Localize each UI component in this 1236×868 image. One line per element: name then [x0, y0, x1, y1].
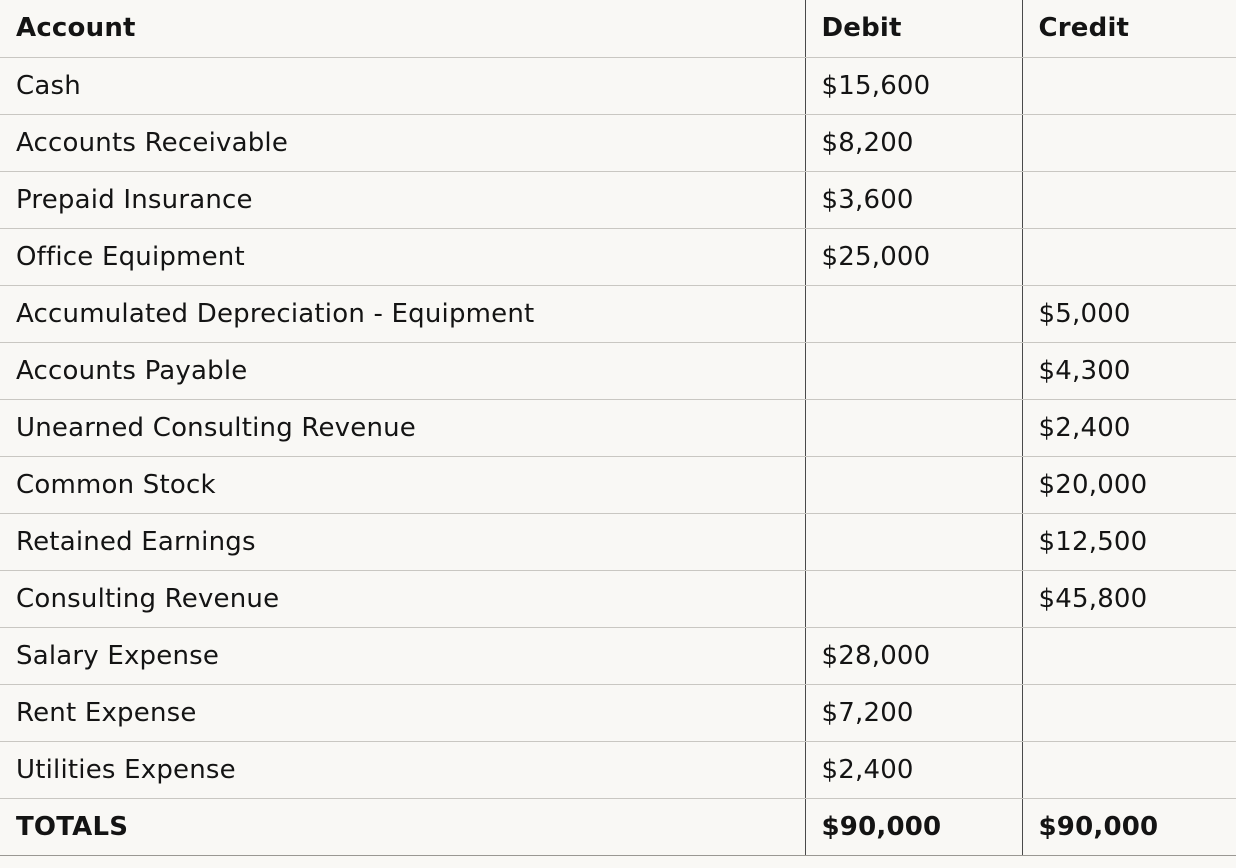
- table-row: [0, 342, 1236, 399]
- account-cell: Salary Expense: [0, 627, 805, 684]
- credit-cell: $5,000: [1022, 285, 1236, 342]
- totals-label: TOTALS: [0, 798, 805, 855]
- totals-credit: $90,000: [1022, 798, 1236, 855]
- table-row: [0, 171, 1236, 228]
- account-cell: Cash: [0, 57, 805, 114]
- totals-debit: $90,000: [805, 798, 1022, 855]
- table-body: [0, 57, 1236, 855]
- table-header: [0, 0, 1236, 57]
- debit-cell: [805, 570, 1022, 627]
- debit-cell: $15,600: [805, 57, 1022, 114]
- table-row: [0, 513, 1236, 570]
- debit-cell: $7,200: [805, 684, 1022, 741]
- debit-cell: [805, 399, 1022, 456]
- account-cell: Office Equipment: [0, 228, 805, 285]
- account-cell: Accounts Receivable: [0, 114, 805, 171]
- table-row: [0, 57, 1236, 114]
- table-row: [0, 741, 1236, 798]
- credit-cell: $45,800: [1022, 570, 1236, 627]
- debit-cell: [805, 513, 1022, 570]
- credit-cell: $12,500: [1022, 513, 1236, 570]
- debit-cell: $3,600: [805, 171, 1022, 228]
- debit-cell: $28,000: [805, 627, 1022, 684]
- debit-column-header: Debit: [805, 0, 1022, 57]
- header-row: [0, 0, 1236, 57]
- credit-cell: $20,000: [1022, 456, 1236, 513]
- credit-cell: [1022, 228, 1236, 285]
- table-row: [0, 285, 1236, 342]
- account-cell: Retained Earnings: [0, 513, 805, 570]
- account-cell: Consulting Revenue: [0, 570, 805, 627]
- debit-cell: [805, 342, 1022, 399]
- account-cell: Accumulated Depreciation - Equipment: [0, 285, 805, 342]
- credit-cell: $2,400: [1022, 399, 1236, 456]
- credit-cell: [1022, 171, 1236, 228]
- account-cell: Prepaid Insurance: [0, 171, 805, 228]
- debit-cell: $8,200: [805, 114, 1022, 171]
- credit-cell: [1022, 627, 1236, 684]
- table-row: [0, 114, 1236, 171]
- table-row: [0, 684, 1236, 741]
- debit-cell: [805, 285, 1022, 342]
- credit-cell: [1022, 741, 1236, 798]
- account-column-header: Account: [0, 0, 805, 57]
- totals-row: [0, 798, 1236, 855]
- account-cell: Unearned Consulting Revenue: [0, 399, 805, 456]
- table-row: [0, 399, 1236, 456]
- table-row: [0, 228, 1236, 285]
- credit-cell: [1022, 114, 1236, 171]
- account-cell: Accounts Payable: [0, 342, 805, 399]
- debit-cell: $25,000: [805, 228, 1022, 285]
- account-cell: Utilities Expense: [0, 741, 805, 798]
- table-row: [0, 570, 1236, 627]
- debit-cell: [805, 456, 1022, 513]
- account-cell: Common Stock: [0, 456, 805, 513]
- table-row: [0, 456, 1236, 513]
- table-row: [0, 627, 1236, 684]
- credit-column-header: Credit: [1022, 0, 1236, 57]
- credit-cell: [1022, 57, 1236, 114]
- credit-cell: $4,300: [1022, 342, 1236, 399]
- account-cell: Rent Expense: [0, 684, 805, 741]
- credit-cell: [1022, 684, 1236, 741]
- debit-cell: $2,400: [805, 741, 1022, 798]
